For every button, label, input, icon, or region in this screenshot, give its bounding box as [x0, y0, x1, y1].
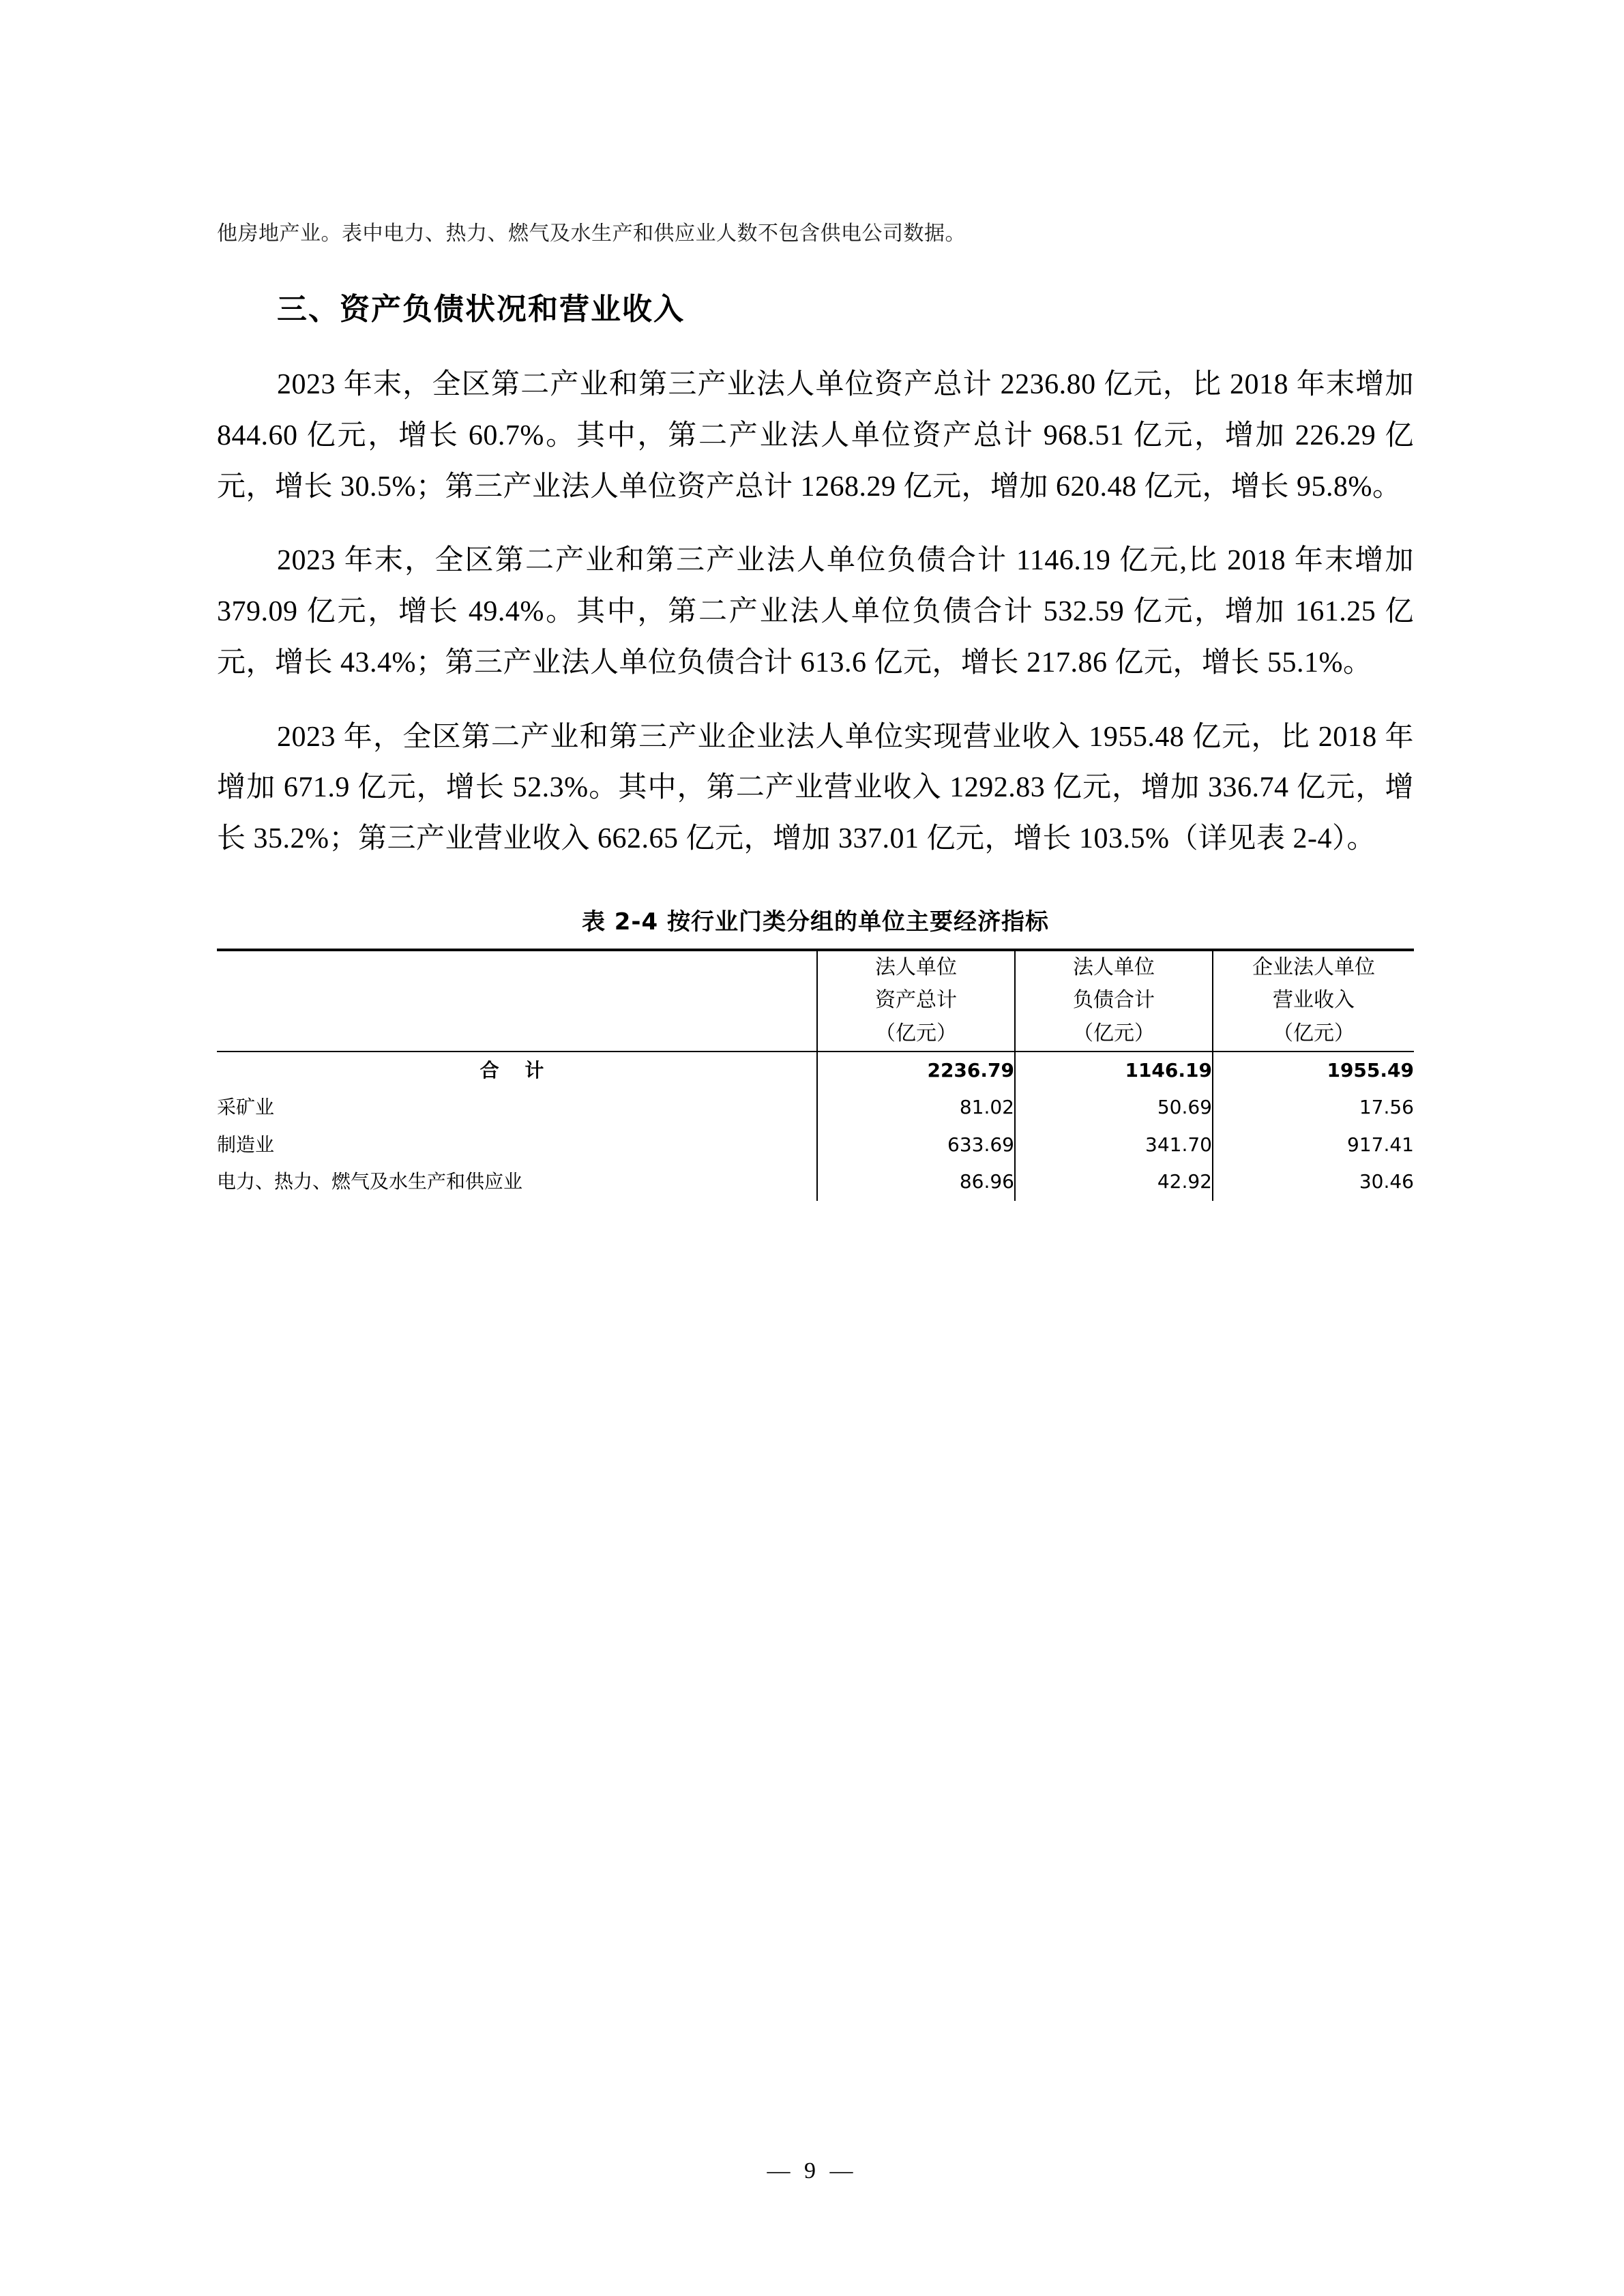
header-cell-revenue [1213, 950, 1414, 1052]
header-assets-line1: 法人单位 [875, 955, 957, 979]
table-row [217, 1052, 1414, 1090]
row-assets: 2236.79 [817, 1052, 1015, 1090]
page-number: — 9 — [767, 2158, 857, 2183]
header-liabilities-line1: 法人单位 [1073, 955, 1155, 979]
row-liabilities: 1146.19 [1015, 1052, 1213, 1090]
table-row [217, 1163, 1414, 1201]
row-revenue: 30.46 [1213, 1163, 1414, 1201]
header-assets-line2: 资产总计 [875, 988, 957, 1013]
row-assets: 86.96 [817, 1163, 1015, 1201]
header-assets-line3: （亿元） [875, 1021, 957, 1045]
paragraph-liabilities: 2023 年末，全区第二产业和第三产业法人单位负债合计 1146.19 亿元,比 2018 年末增加 379.09 亿元，增长 49.4%。其中，第二产业法人单位负债合计 532.59 亿元，增加 161.25 亿元，增长 43.4%；第三产业法人单位负债合计 613.6 亿元，增长 217.86 亿元，增长 55.1%。 [217, 545, 1414, 679]
table-row [217, 1127, 1414, 1164]
row-liabilities: 50.69 [1015, 1089, 1213, 1127]
row-assets: 633.69 [817, 1127, 1015, 1164]
table-caption: 表 2-4 按行业门类分组的单位主要经济指标 [581, 908, 1050, 936]
header-revenue-line3: （亿元） [1273, 1021, 1355, 1045]
row-revenue: 917.41 [1213, 1127, 1414, 1164]
paragraph-revenue: 2023 年，全区第二产业和第三产业企业法人单位实现营业收入 1955.48 亿元，比 2018 年增加 671.9 亿元，增长 52.3%。其中，第二产业营业收入 1292.83 亿元，增加 336.74 亿元，增长 35.2%；第三产业营业收入 662.65 亿元，增加 337.01 亿元，增长 103.5%（详见表 2-4）。 [217, 721, 1414, 854]
header-liabilities-line3: （亿元） [1073, 1021, 1155, 1045]
header-cell-liabilities [1015, 950, 1213, 1052]
row-revenue: 17.56 [1213, 1089, 1414, 1127]
row-assets: 81.02 [817, 1089, 1015, 1127]
header-revenue-line1: 企业法人单位 [1252, 955, 1375, 979]
table-header-row [217, 950, 1414, 1052]
row-label: 电力、热力、燃气及水生产和供应业 [217, 1170, 523, 1193]
table-header [217, 950, 1414, 1052]
row-label: 制造业 [217, 1133, 275, 1156]
row-liabilities: 42.92 [1015, 1163, 1213, 1201]
row-label: 合 计 [217, 1052, 817, 1090]
carryover-text-line: 他房地产业。表中电力、热力、燃气及水生产和供应业人数不包含供电公司数据。 [217, 222, 966, 245]
section-heading: 三、资产负债状况和营业收入 [277, 292, 685, 327]
page-content [217, 218, 1414, 1201]
header-revenue-line2: 营业收入 [1273, 988, 1355, 1013]
header-cell-assets [817, 950, 1015, 1052]
header-cell-blank [217, 950, 817, 1052]
paragraph-assets: 2023 年末，全区第二产业和第三产业法人单位资产总计 2236.80 亿元，比 2018 年末增加 844.60 亿元，增长 60.7%。其中，第二产业法人单位资产总计 968.51 亿元，增加 226.29 亿元，增长 30.5%；第三产业法人单位资产总计 1268.29 亿元，增加 620.48 亿元，增长 95.8%。 [217, 369, 1414, 503]
row-label: 采矿业 [217, 1096, 275, 1119]
table-row [217, 1089, 1414, 1127]
row-revenue: 1955.49 [1213, 1052, 1414, 1090]
row-liabilities: 341.70 [1015, 1127, 1213, 1164]
table-body [217, 1052, 1414, 1201]
economic-indicators-table [217, 949, 1414, 1201]
header-liabilities-line2: 负债合计 [1073, 988, 1155, 1013]
